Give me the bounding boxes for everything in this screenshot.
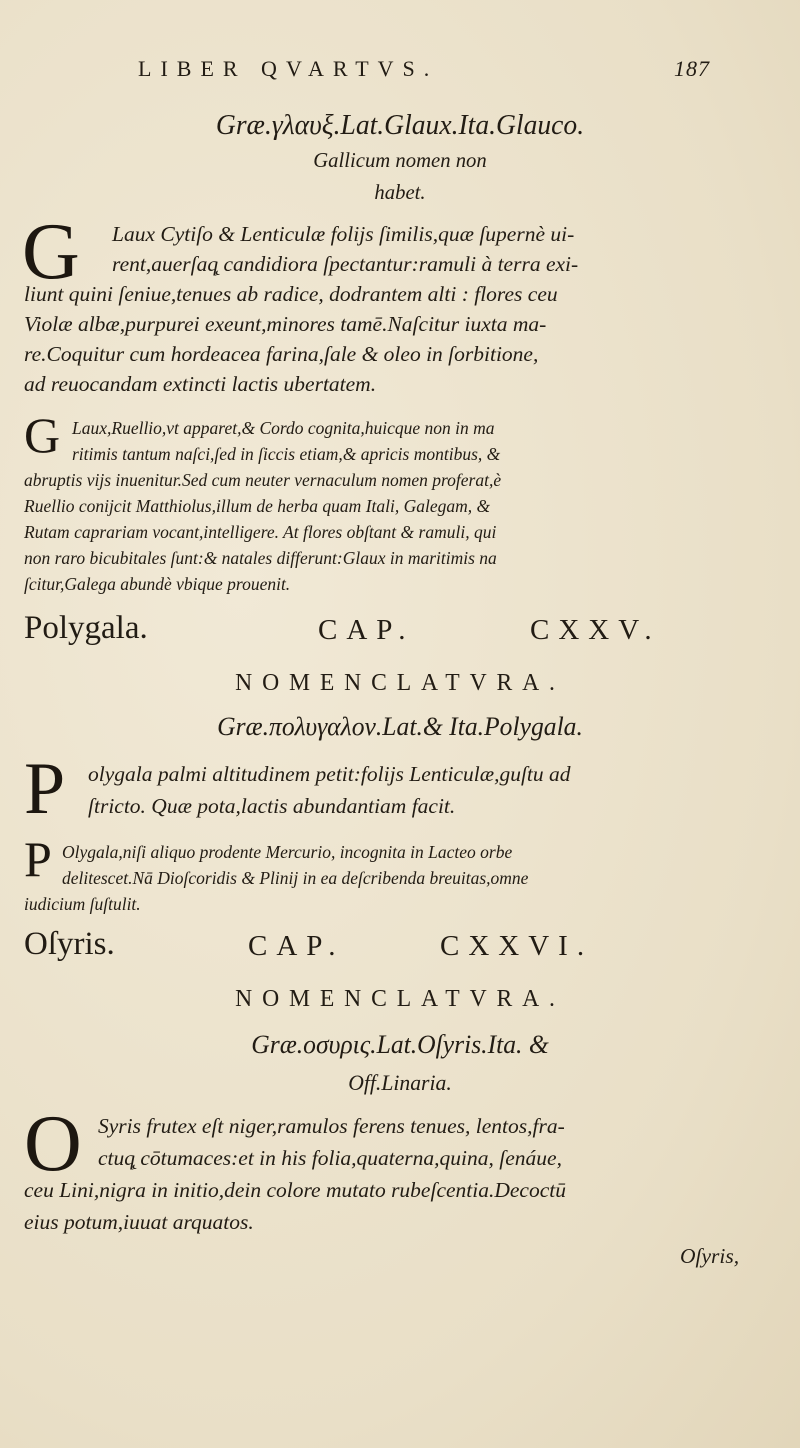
glaux-comment-line-5: Rutam caprariam vocant,intelligere. At flores obſtant & ramuli, qui <box>24 522 497 542</box>
osyris-title: Oſyris. <box>24 926 115 962</box>
page-number: 187 <box>674 56 710 81</box>
glaux-comment-line-7: ſcitur,Galega abundè vbique prouenit. <box>24 574 291 594</box>
polygala-drop-cap-2: P <box>24 831 52 887</box>
running-head-title: LIBER QVARTVS. <box>138 56 439 81</box>
glaux-drop-cap-2: G <box>24 407 61 463</box>
osyris-cap-number: CXXVI. <box>440 930 594 962</box>
glaux-drop-cap: G <box>22 208 80 296</box>
osyris-line-2: ctuq̨ cōtumaces:et in his folia,quaterna,quina, ſenáue, <box>98 1146 562 1170</box>
polygala-title: Polygala. <box>24 610 148 646</box>
glaux-line-4: Violæ albæ,purpurei exeunt,minores tamē.Naſcitur iuxta ma- <box>24 312 547 336</box>
polygala-line-2: ſtricto. Quæ pota,lactis abundantiam facit. <box>88 794 456 818</box>
polygala-heading: Græ.πολυγαλον.Lat.& Ita.Polygala. <box>217 712 583 741</box>
polygala-cap-number: CXXV. <box>530 614 661 646</box>
catchword: Oſyris, <box>680 1244 740 1268</box>
polygala-comment-line-3: iudicium ſuſtulit. <box>24 894 141 914</box>
osyris-heading: Græ.οσυρις.Lat.Oſyris.Ita. & <box>251 1030 549 1059</box>
glaux-line-6: ad reuocandam extincti lactis ubertatem. <box>24 372 377 396</box>
glaux-line-3: liunt quini ſeniue,tenues ab radice, dodrantem alti : flores ceu <box>24 282 558 306</box>
glaux-comment-line-6: non raro bicubitales ſunt:& natales differunt:Glaux in maritimis na <box>24 548 497 568</box>
running-head <box>110 56 710 86</box>
polygala-drop-cap: P <box>24 748 66 830</box>
glaux-line-5: re.Coquitur cum hordeacea farina,ſale & oleo in ſorbitione, <box>24 342 539 366</box>
polygala-nomenclatura: NOMENCLATVRA. <box>235 670 565 696</box>
polygala-comment-line-2: delitescet.Nā Dioſcoridis & Plinij in ea deſcribenda breuitas,omne <box>62 868 529 888</box>
osyris-drop-cap: O <box>24 1100 82 1188</box>
glaux-comment-line-1: Laux,Ruellio,vt apparet,& Cordo cognita,huicque non in ma <box>72 418 495 438</box>
osyris-cap-label: CAP. <box>248 930 345 962</box>
glaux-comment-line-3: abruptis vijs inuenitur.Sed cum neuter vernaculum nomen proferat,è <box>24 470 502 490</box>
glaux-comment-line-2: ritimis tantum naſci,ſed in ſiccis etiam,& apricis montibus, & <box>72 444 501 464</box>
glaux-heading-2: Gallicum nomen non <box>313 148 487 172</box>
osyris-line-1: Syris frutex eſt niger,ramulos ferens tenues, lentos,fra- <box>98 1114 565 1138</box>
glaux-comment-line-4: Ruellio conijcit Matthiolus,illum de herba quam Itali, Galegam, & <box>24 496 491 516</box>
polygala-cap-label: CAP. <box>318 614 415 646</box>
glaux-line-1: Laux Cytiſo & Lenticulæ folijs ſimilis,quæ ſupernè ui- <box>112 222 575 246</box>
glaux-heading: Græ.γλαυξ.Lat.Glaux.Ita.Glauco. <box>215 110 585 141</box>
polygala-line-1: olygala palmi altitudinem petit:folijs Lenticulæ,guſtu ad <box>88 762 571 786</box>
osyris-nomenclatura: NOMENCLATVRA. <box>235 986 565 1012</box>
osyris-heading-2: Off.Linaria. <box>348 1070 452 1095</box>
osyris-line-4: eius potum,iuuat arquatos. <box>24 1210 254 1234</box>
polygala-comment-line-1: Olygala,niſi aliquo prodente Mercurio, incognita in Lacteo orbe <box>62 842 513 862</box>
glaux-heading-3: habet. <box>374 180 426 204</box>
glaux-line-2: rent,auerſaq̨ candidiora ſpectantur:ramuli à terra exi- <box>112 252 579 276</box>
osyris-line-3: ceu Lini,nigra in initio,dein colore mutato rubeſcentia.Decoctū <box>24 1178 566 1202</box>
